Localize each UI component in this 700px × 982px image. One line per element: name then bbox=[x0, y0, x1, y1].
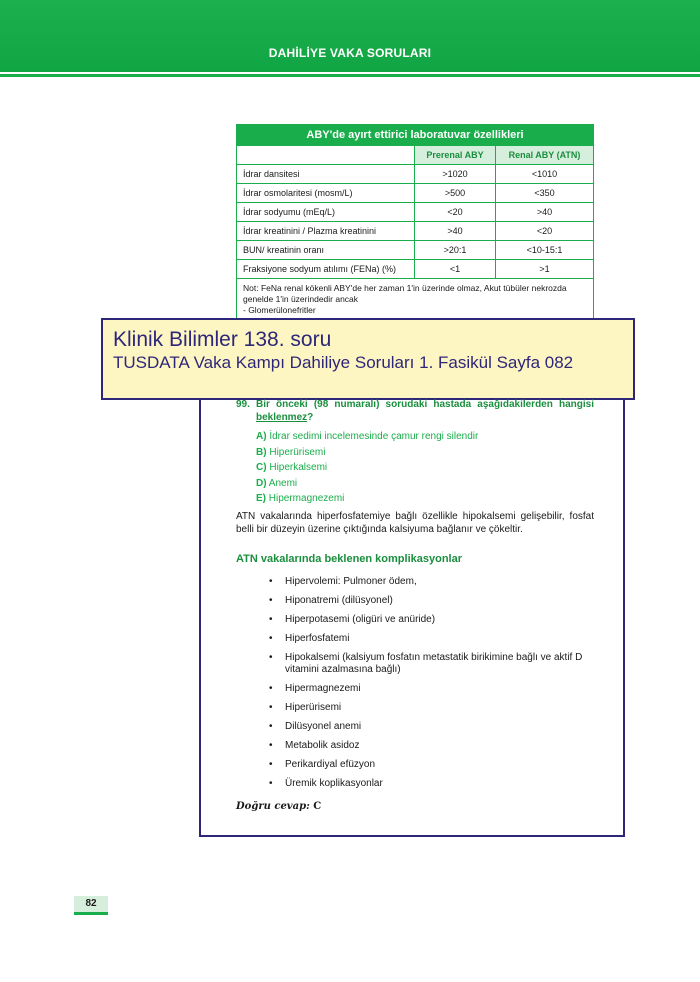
option-letter: D) bbox=[256, 477, 267, 489]
table-cell: Fraksiyone sodyum atılımı (FENa) (%) bbox=[237, 260, 415, 279]
page-header bbox=[0, 0, 700, 72]
option-text: Anemi bbox=[268, 477, 298, 489]
option-b bbox=[256, 445, 478, 461]
table-cell: >1 bbox=[496, 260, 594, 279]
option-d bbox=[256, 476, 478, 492]
table-row bbox=[237, 165, 594, 184]
option-text: Hipermagnezemi bbox=[268, 493, 345, 504]
list-item: • Üremik koplikasyonlar bbox=[269, 778, 599, 790]
section-title: ATN vakalarında beklenen komplikasyonlar bbox=[236, 553, 462, 565]
option-text: İdrar sedimi incelemesinde çamur rengi silendir bbox=[269, 431, 479, 442]
list-item: • Hipervolemi: Pulmoner ödem, bbox=[269, 576, 599, 588]
lab-table-header-cell: Prerenal ABY bbox=[415, 146, 496, 165]
option-a bbox=[256, 429, 478, 445]
table-cell: <350 bbox=[496, 184, 594, 203]
table-cell: >20:1 bbox=[415, 241, 496, 260]
table-cell: İdrar kreatinini / Plazma kreatinini bbox=[237, 222, 415, 241]
table-cell: >40 bbox=[415, 222, 496, 241]
note-line: - Glomerülonefritler bbox=[243, 305, 316, 315]
table-cell: BUN/ kreatinin oranı bbox=[237, 241, 415, 260]
header-title: DAHİLİYE VAKA SORULARI bbox=[268, 46, 432, 60]
table-row bbox=[237, 203, 594, 222]
option-e bbox=[256, 491, 478, 507]
caption-source: TUSDATA Vaka Kampı Dahiliye Soruları 1. Fasikül Sayfa 082 bbox=[113, 353, 574, 372]
table-row bbox=[237, 260, 594, 279]
table-cell: <1 bbox=[415, 260, 496, 279]
answer-value: C bbox=[313, 801, 322, 812]
question-number: 99. bbox=[236, 399, 250, 410]
table-cell: <20 bbox=[496, 222, 594, 241]
explanation-paragraph: ATN vakalarında hiperfosfatemiye bağlı özellikle hipokalsemi gelişebilir, fosfat belli bir düzeyin üzerine çıktığında kalsiyuma bağlanır ve çökeltir. bbox=[236, 511, 594, 535]
caption-title: Klinik Bilimler 138. soru bbox=[113, 328, 332, 351]
table-row bbox=[237, 241, 594, 260]
table-cell: İdrar sodyumu (mEq/L) bbox=[237, 203, 415, 222]
option-text: Hiperürisemi bbox=[269, 446, 326, 458]
list-item: • Metabolik asidoz bbox=[269, 740, 599, 752]
answer-options bbox=[256, 429, 478, 507]
answer-label: Doğru cevap: bbox=[236, 801, 310, 812]
note-line: Not: FeNa renal kökenli ABY'de her zaman 1'in üzerinde olmaz, Akut tübüler nekrozda bbox=[243, 283, 567, 293]
lab-table bbox=[236, 124, 594, 322]
table-cell: İdrar osmolaritesi (mosm/L) bbox=[237, 184, 415, 203]
lab-table-header-cell: Renal ABY (ATN) bbox=[496, 146, 594, 165]
list-item: • Hiperfosfatemi bbox=[269, 633, 599, 645]
list-item: • Hiponatremi (dilüsyonel) bbox=[269, 595, 599, 607]
table-cell: <20 bbox=[415, 203, 496, 222]
option-letter: B) bbox=[256, 446, 267, 458]
list-item: • Hiperürisemi bbox=[269, 702, 599, 714]
page-number: 82 bbox=[74, 896, 108, 915]
option-c bbox=[256, 460, 478, 476]
list-item: • Hiperpotasemi (oligüri ve anüride) bbox=[269, 614, 599, 626]
table-cell: >1020 bbox=[415, 165, 496, 184]
option-text: Hiperkalsemi bbox=[269, 462, 328, 473]
note-line: genelde 1'in üzerindedir ancak bbox=[243, 294, 359, 304]
header-divider bbox=[0, 74, 700, 77]
table-row bbox=[237, 222, 594, 241]
list-item: • Hipermagnezemi bbox=[269, 683, 599, 695]
option-letter: C) bbox=[256, 462, 267, 473]
question bbox=[236, 398, 594, 424]
table-cell: İdrar dansitesi bbox=[237, 165, 415, 184]
option-letter: A) bbox=[256, 431, 267, 442]
complications-list bbox=[269, 576, 599, 797]
table-cell: >40 bbox=[496, 203, 594, 222]
table-cell: <1010 bbox=[496, 165, 594, 184]
list-item: • Dilüsyonel anemi bbox=[269, 721, 599, 733]
table-cell: >500 bbox=[415, 184, 496, 203]
list-item: • Perikardiyal efüzyon bbox=[269, 759, 599, 771]
list-item: • Hipokalsemi (kalsiyum fosfatın metastatik birikimine bağlı ve aktif D vitamini azalmasına bağlı) bbox=[269, 652, 599, 676]
correct-answer bbox=[236, 801, 321, 812]
question-mark: ? bbox=[307, 412, 314, 423]
lab-table-header-cell bbox=[237, 146, 415, 165]
source-caption-box bbox=[101, 318, 635, 400]
lab-table-title: ABY'de ayırt ettirici laboratuvar özellikleri bbox=[237, 125, 594, 146]
option-letter: E) bbox=[256, 493, 266, 504]
question-text: Bir önceki (98 numaralı) sorudaki hastada aşağıdakilerden hangisi bbox=[256, 399, 594, 410]
table-cell: <10-15:1 bbox=[496, 241, 594, 260]
lab-table-note bbox=[237, 279, 594, 322]
table-row bbox=[237, 184, 594, 203]
question-negative-word: beklenmez bbox=[256, 412, 308, 423]
